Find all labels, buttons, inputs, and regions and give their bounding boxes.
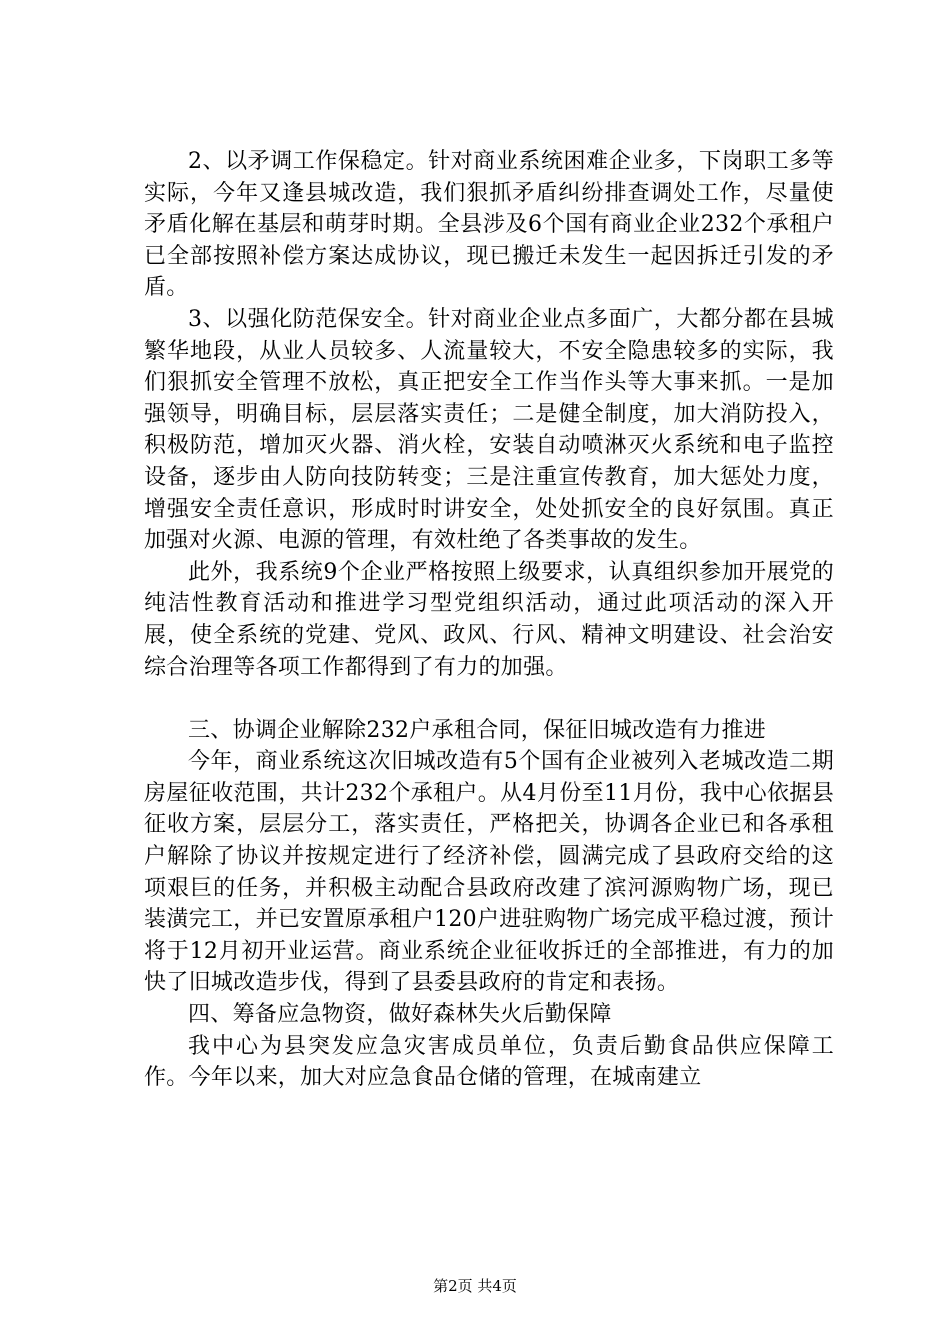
section-heading-lease-termination: 三、协调企业解除232户承租合同，保征旧城改造有力推进 [188,717,767,743]
page-number-footer: 第2页 共4页 [433,1277,517,1295]
document-body [144,146,834,1094]
paragraph-party-building: 此外，我系统9个企业严格按照上级要求，认真组织参加开展党的纯洁性教育活动和推进学习型党组织活动，通过此项活动的深入开展，使全系统的党建、党风、政风、行风、精神文明建设、社会治安综合治理等各项工作都得到了有力的加强。 [144,559,834,680]
section-heading-emergency-supplies: 四、筹备应急物资，做好森林失火后勤保障 [188,1002,612,1028]
paragraph-old-town-renovation: 今年，商业系统这次旧城改造有5个国有企业被列入老城改造二期房屋征收范围，共计232个承租户。从4月份至11月份，我中心依据县征收方案，层层分工，落实责任，严格把关，协调各企业已和各承租户解除了协议并按规定进行了经济补偿，圆满完成了县政府交给的这项艰巨的任务，并积极主动配合县政府改建了滨河源购物广场，现已装潢完工，并已安置原承租户120户进驻购物广场完成平稳过渡，预计将于12月初开业运营。商业系统企业征收拆迁的全部推进，有力的加快了旧城改造步伐，得到了县委县政府的肯定和表扬。 [144,749,834,996]
paragraph-mediation: 2、以矛调工作保稳定。针对商业系统困难企业多，下岗职工多等实际，今年又逢县城改造，我们狠抓矛盾纠纷排查调处工作，尽量使矛盾化解在基层和萌芽时期。全县涉及6个国有商业企业232个承租户已全部按照补偿方案达成协议，现已搬迁未发生一起因拆迁引发的矛盾。 [144,149,834,301]
paragraph-emergency-food: 我中心为县突发应急灾害成员单位，负责后勤食品供应保障工作。今年以来，加大对应急食品仓储的管理，在城南建立 [144,1033,834,1091]
paragraph-safety: 3、以强化防范保安全。针对商业企业点多面广，大都分都在县城繁华地段，从业人员较多、人流量较大，不安全隐患较多的实际，我们狠抓安全管理不放松，真正把安全工作当作头等大事来抓。一是加强领导，明确目标，层层落实责任；二是健全制度，加大消防投入，积极防范，增加灭火器、消火栓，安装自动喷淋灭火系统和电子监控设备，逐步由人防向技防转变；三是注重宣传教育，加大惩处力度，增强安全责任意识，形成时时讲安全，处处抓安全的良好氛围。真正加强对火源、电源的管理，有效杜绝了各类事故的发生。 [144,306,834,554]
